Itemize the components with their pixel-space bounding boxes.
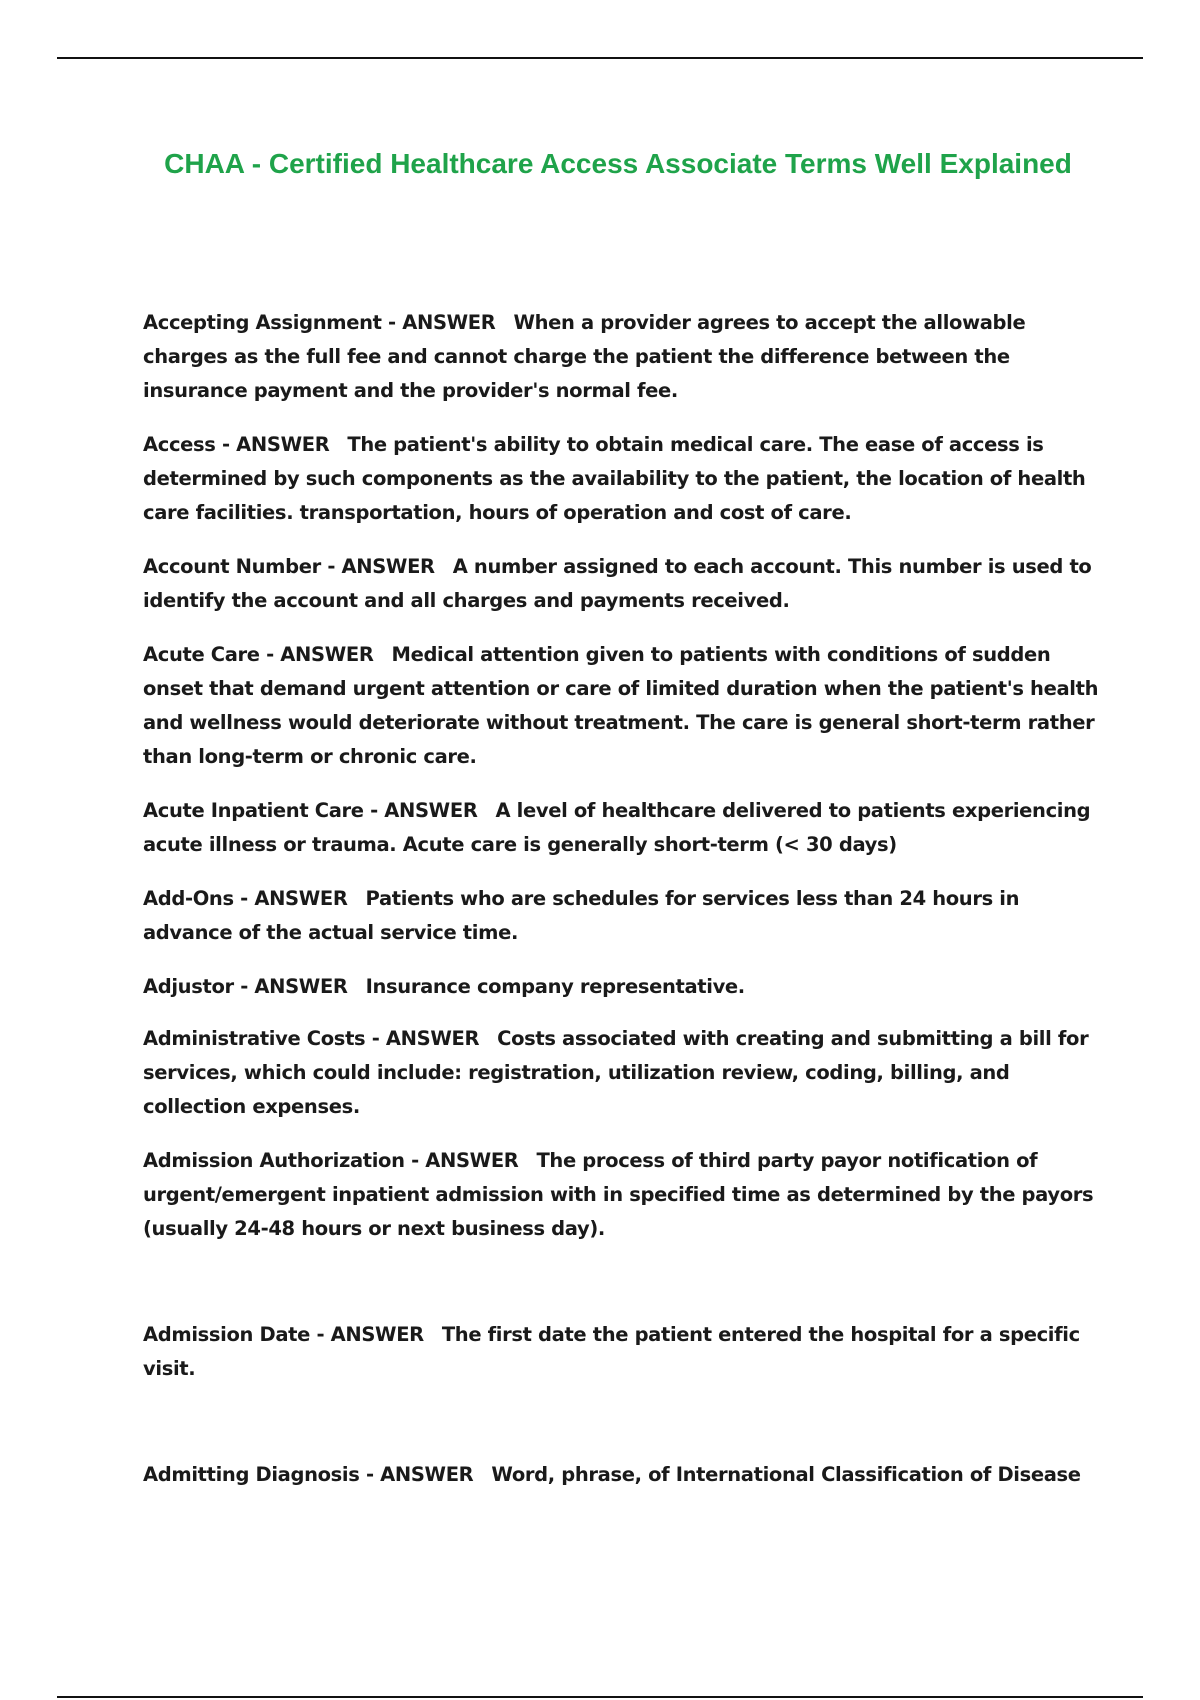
entry-term: Account Number - ANSWER	[143, 555, 435, 578]
glossary-entry	[143, 638, 1101, 774]
entry-definition: Insurance company representative.	[365, 975, 745, 998]
entry-term: Access - ANSWER	[143, 433, 330, 456]
glossary-entry	[143, 1144, 1101, 1246]
entry-term: Admission Authorization - ANSWER	[143, 1149, 519, 1172]
glossary-entry	[143, 794, 1101, 862]
entry-term: Accepting Assignment - ANSWER	[143, 311, 496, 334]
bottom-rule	[57, 1696, 1143, 1698]
glossary-entry	[143, 306, 1101, 408]
entry-term: Administrative Costs - ANSWER	[143, 1027, 480, 1050]
glossary-entry	[143, 550, 1101, 618]
entry-definition: When a provider agrees to accept the allowable charges as the full fee and cannot charge the patient the difference between the insurance payment and the provider's normal fee.	[143, 311, 1026, 402]
entry-definition: The first date the patient entered the hospital for a specific visit.	[143, 1323, 1080, 1380]
entry-term: Admission Date - ANSWER	[143, 1323, 424, 1346]
glossary-entries	[143, 306, 1101, 1492]
top-rule	[57, 57, 1143, 59]
glossary-entry	[143, 1458, 1101, 1492]
entry-definition: The patient's ability to obtain medical care. The ease of access is determined by such components as the availability to the patient, the location of health care facilities. transportation, hours of operation and cost of care.	[143, 433, 1086, 524]
document-title: CHAA - Certified Healthcare Access Associate Terms Well Explained	[164, 148, 1072, 179]
entry-definition: Costs associated with creating and submitting a bill for services, which could include: registration, utilization review, coding, billing, and collection expenses.	[143, 1027, 1089, 1118]
entry-definition: Medical attention given to patients with conditions of sudden onset that demand urgent attention or care of limited duration when the patient's health and wellness would deteriorate without treatment. The care is general short-term rather than long-term or chronic care.	[143, 643, 1099, 768]
entry-definition: Word, phrase, of International Classification of Disease	[491, 1463, 1081, 1486]
glossary-entry	[143, 882, 1101, 950]
glossary-entry	[143, 1318, 1101, 1386]
glossary-entry	[143, 428, 1101, 530]
glossary-entry	[143, 970, 1101, 1004]
entry-definition: A number assigned to each account. This number is used to identify the account and all charges and payments received.	[143, 555, 1092, 612]
entry-term: Adjustor - ANSWER	[143, 975, 348, 998]
entry-term: Acute Inpatient Care - ANSWER	[143, 799, 478, 822]
entry-definition: A level of healthcare delivered to patients experiencing acute illness or trauma. Acute care is generally short-term (< 30 days)	[143, 799, 1091, 856]
entry-definition: Patients who are schedules for services less than 24 hours in advance of the actual service time.	[143, 887, 1020, 944]
glossary-entry	[143, 1022, 1101, 1124]
entry-term: Add-Ons - ANSWER	[143, 887, 348, 910]
entry-term: Admitting Diagnosis - ANSWER	[143, 1463, 474, 1486]
entry-definition: The process of third party payor notification of urgent/emergent inpatient admission with in specified time as determined by the payors (usually 24-48 hours or next business day).	[143, 1149, 1094, 1240]
entry-term: Acute Care - ANSWER	[143, 643, 374, 666]
